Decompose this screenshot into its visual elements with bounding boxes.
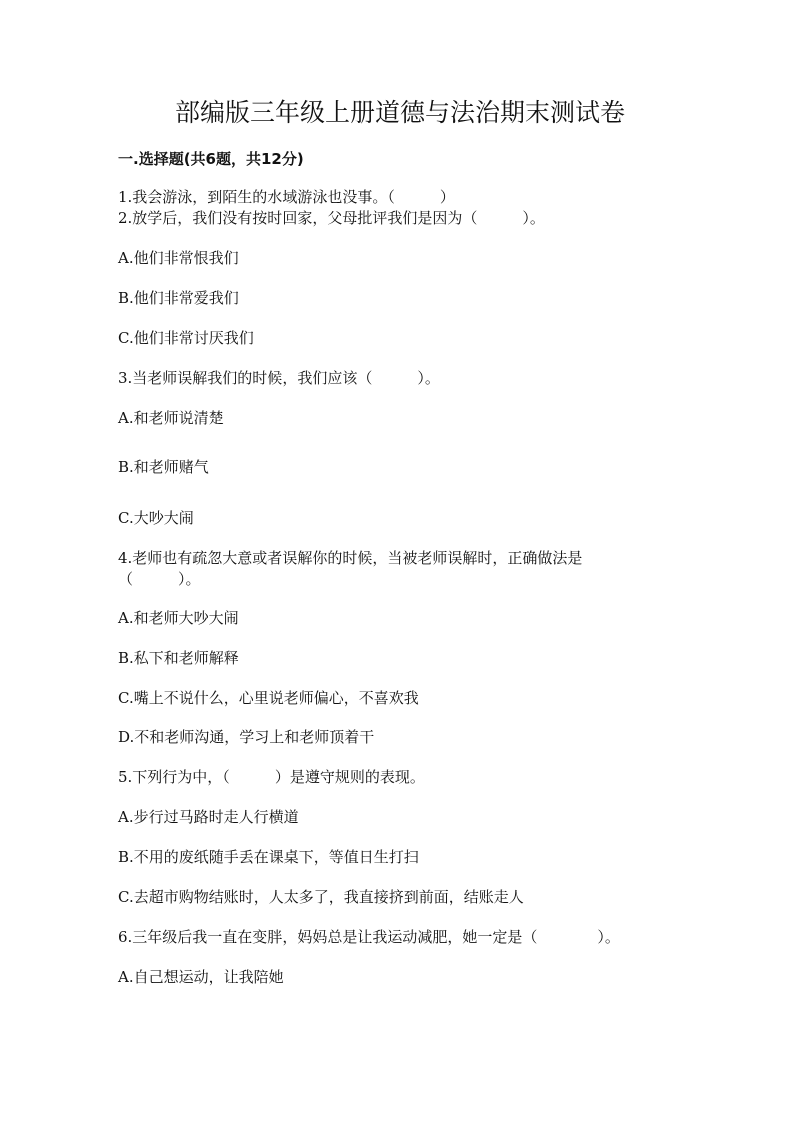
question-3-option-c: C.大吵大闹	[118, 509, 194, 527]
question-4-option-c: C.嘴上不说什么，心里说老师偏心，不喜欢我	[118, 689, 419, 707]
section-heading: 一.选择题(共6题，共12分)	[118, 150, 304, 168]
question-2-option-c: C.他们非常讨厌我们	[118, 329, 254, 347]
question-4-stem-line1: 4.老师也有疏忽大意或者误解你的时候，当被老师误解时，正确做法是	[118, 549, 583, 567]
question-1-stem: 1.我会游泳，到陌生的水域游泳也没事。（ ）	[118, 188, 455, 206]
question-3-option-b: B.和老师赌气	[118, 458, 209, 476]
question-4-option-a: A.和老师大吵大闹	[118, 609, 239, 627]
question-2-option-a: A.他们非常恨我们	[118, 249, 239, 267]
question-2-stem: 2.放学后，我们没有按时回家，父母批评我们是因为（ ）。	[118, 209, 545, 227]
question-2-option-b: B.他们非常爱我们	[118, 289, 239, 307]
question-3-option-a: A.和老师说清楚	[118, 409, 224, 427]
question-4-option-d: D.不和老师沟通，学习上和老师顶着干	[118, 728, 375, 746]
question-3-stem: 3.当老师误解我们的时候，我们应该（ ）。	[118, 369, 440, 387]
question-6-stem: 6.三年级后我一直在变胖，妈妈总是让我运动减肥，她一定是（ ）。	[118, 928, 620, 946]
question-5-option-b: B.不用的废纸随手丢在课桌下，等值日生打扫	[118, 848, 419, 866]
question-5-option-a: A.步行过马路时走人行横道	[118, 808, 299, 826]
question-6-option-a: A.自己想运动，让我陪她	[118, 968, 284, 986]
question-5-option-c: C.去超市购物结账时，人太多了，我直接挤到前面，结账走人	[118, 888, 524, 906]
page-title: 部编版三年级上册道德与法治期末测试卷	[174, 98, 625, 127]
question-4-stem-line2: （ ）。	[118, 570, 201, 588]
question-5-stem: 5.下列行为中，（ ）是遵守规则的表现。	[118, 768, 425, 786]
question-4-option-b: B.私下和老师解释	[118, 649, 239, 667]
